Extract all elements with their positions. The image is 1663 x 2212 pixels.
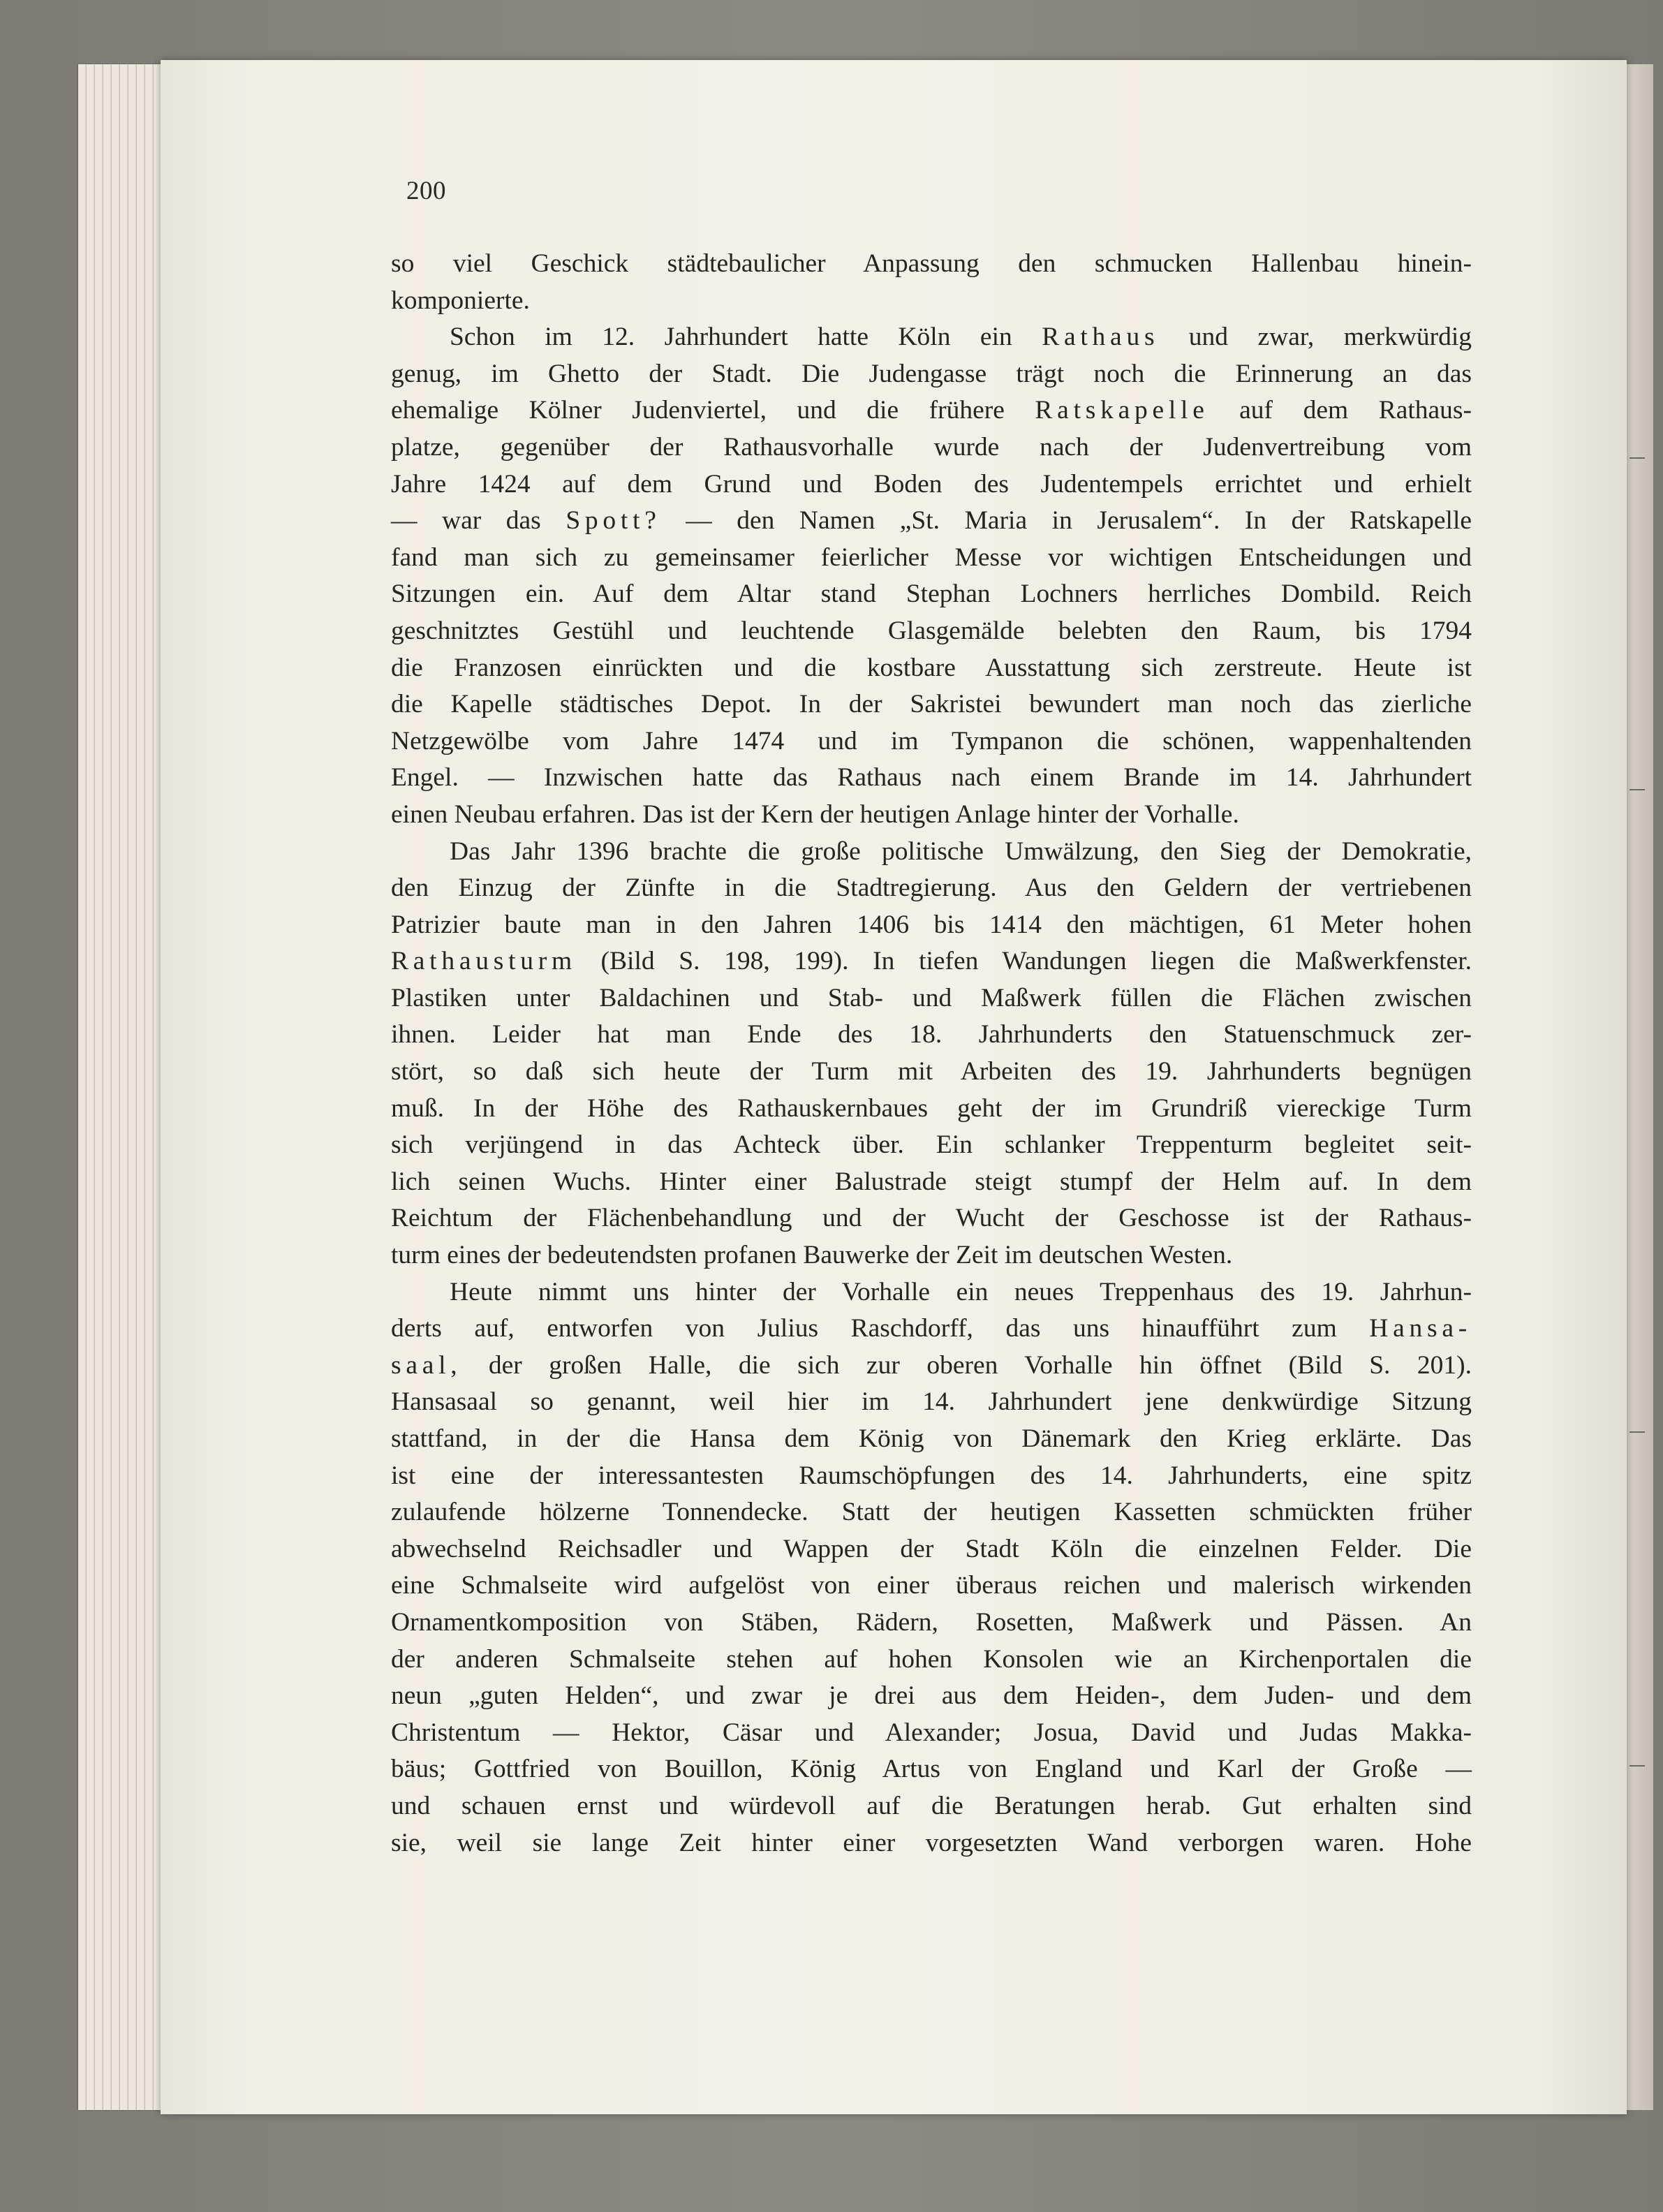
margin-mark <box>1629 1765 1645 1767</box>
text-line: ihnen. Leider hat man Ende des 18. Jahrhunderts den Statuenschmuck zer- <box>391 1020 1472 1049</box>
text-line: Netzgewölbe vom Jahre 1474 und im Tympanon die schönen, wappenhaltenden <box>391 726 1472 755</box>
text-line: Jahre 1424 auf dem Grund und Boden des Judentempels errichtet und erhielt <box>391 469 1472 499</box>
text-line: Schon im 12. Jahrhundert hatte Köln ein Rathaus und zwar, merkwürdig <box>450 323 1472 352</box>
text-line: sich verjüngend in das Achteck über. Ein schlanker Treppenturm begleitet seit- <box>391 1130 1472 1160</box>
text-line: derts auf, entworfen von Julius Raschdorff, das uns hinaufführt zum Hansa- <box>391 1314 1472 1343</box>
text-line: einen Neubau erfahren. Das ist der Kern der heutigen Anlage hinter der Vorhalle. <box>391 799 1239 829</box>
text-line: ehemalige Kölner Judenviertel, und die frühere Ratskapelle auf dem Rathaus- <box>391 396 1472 425</box>
text-line: stattfand, in der die Hansa dem König von Dänemark den Krieg erklärte. Das <box>391 1424 1472 1453</box>
text-line: genug, im Ghetto der Stadt. Die Judengasse trägt noch die Erinnerung an das <box>391 359 1472 388</box>
text-line: die Kapelle städtisches Depot. In der Sakristei bewundert man noch das zierliche <box>391 690 1472 719</box>
margin-mark <box>1629 457 1645 459</box>
body-text <box>391 246 1472 1861</box>
text-line: saal, der großen Halle, die sich zur oberen Vorhalle hin öffnet (Bild S. 201). <box>391 1350 1472 1380</box>
text-line: muß. In der Höhe des Rathauskernbaues geht der im Grundriß viereckige Turm <box>391 1093 1472 1123</box>
text-line: Patrizier baute man in den Jahren 1406 bis 1414 den mächtigen, 61 Meter hohen <box>391 910 1472 939</box>
text-line: Hansasaal so genannt, weil hier im 14. Jahrhundert jene denkwürdige Sitzung <box>391 1387 1472 1417</box>
text-line: geschnitztes Gestühl und leuchtende Glasgemälde belebten den Raum, bis 1794 <box>391 616 1472 645</box>
text-line: ist eine der interessantesten Raumschöpfungen des 14. Jahrhunderts, eine spitz <box>391 1461 1472 1490</box>
text-line: Rathausturm (Bild S. 198, 199). In tiefen Wandungen liegen die Maßwerkfenster. <box>391 947 1472 976</box>
text-line: eine Schmalseite wird aufgelöst von einer überaus reichen und malerisch wirkenden <box>391 1571 1472 1600</box>
text-line: Ornamentkomposition von Stäben, Rädern, Rosetten, Maßwerk und Pässen. An <box>391 1607 1472 1637</box>
text-line: stört, so daß sich heute der Turm mit Arbeiten des 19. Jahrhunderts begnügen <box>391 1057 1472 1086</box>
margin-mark <box>1629 1431 1645 1433</box>
text-line: den Einzug der Zünfte in die Stadtregierung. Aus den Geldern der vertriebenen <box>391 873 1472 903</box>
text-line: der anderen Schmalseite stehen auf hohen Konsolen wie an Kirchenportalen die <box>391 1644 1472 1674</box>
text-line: neun „guten Helden“, und zwar je drei aus dem Heiden-, dem Juden- und dem <box>391 1681 1472 1711</box>
text-line: lich seinen Wuchs. Hinter einer Balustrade steigt stumpf der Helm auf. In dem <box>391 1167 1472 1196</box>
text-line: sie, weil sie lange Zeit hinter einer vorgesetzten Wand verborgen waren. Hohe <box>391 1828 1472 1857</box>
text-line: die Franzosen einrückten und die kostbare Ausstattung sich zerstreute. Heute ist <box>391 653 1472 682</box>
text-line: Christentum — Hektor, Cäsar und Alexander; Josua, David und Judas Makka- <box>391 1718 1472 1747</box>
text-line: — war das Spott? — den Namen „St. Maria in Jerusalem“. In der Ratskapelle <box>391 506 1472 536</box>
text-line: turm eines der bedeutendsten profanen Bauwerke der Zeit im deutschen Westen. <box>391 1241 1233 1270</box>
text-line: bäus; Gottfried von Bouillon, König Artus von England und Karl der Große — <box>391 1755 1472 1784</box>
text-line: so viel Geschick städtebaulicher Anpassung den schmucken Hallenbau hinein- <box>391 249 1472 278</box>
margin-mark <box>1629 789 1645 790</box>
text-line: Heute nimmt uns hinter der Vorhalle ein neues Treppenhaus des 19. Jahrhun- <box>450 1277 1472 1306</box>
text-line: und schauen ernst und würdevoll auf die Beratungen herab. Gut erhalten sind <box>391 1791 1472 1820</box>
book-page-edges <box>78 64 169 2110</box>
text-line: Das Jahr 1396 brachte die große politische Umwälzung, den Sieg der Demokratie, <box>450 836 1472 866</box>
text-line: Plastiken unter Baldachinen und Stab- und Maßwerk füllen die Flächen zwischen <box>391 983 1472 1012</box>
text-line: zulaufende hölzerne Tonnendecke. Statt der heutigen Kassetten schmückten früher <box>391 1498 1472 1527</box>
text-line: abwechselnd Reichsadler und Wappen der Stadt Köln die einzelnen Felder. Die <box>391 1534 1472 1563</box>
text-line: komponierte. <box>391 286 530 315</box>
text-line: Sitzungen ein. Auf dem Altar stand Stephan Lochners herrliches Dombild. Reich <box>391 580 1472 609</box>
text-line: Reichtum der Flächenbehandlung und der Wucht der Geschosse ist der Rathaus- <box>391 1204 1472 1233</box>
text-line: fand man sich zu gemeinsamer feierlicher Messe vor wichtigen Entscheidungen und <box>391 543 1472 572</box>
facing-page-edge <box>1625 64 1653 2110</box>
text-line: Engel. — Inzwischen hatte das Rathaus nach einem Brande im 14. Jahrhundert <box>391 763 1472 792</box>
page-number: 200 <box>406 177 446 205</box>
text-line: platze, gegenüber der Rathausvorhalle wurde nach der Judenvertreibung vom <box>391 432 1472 462</box>
